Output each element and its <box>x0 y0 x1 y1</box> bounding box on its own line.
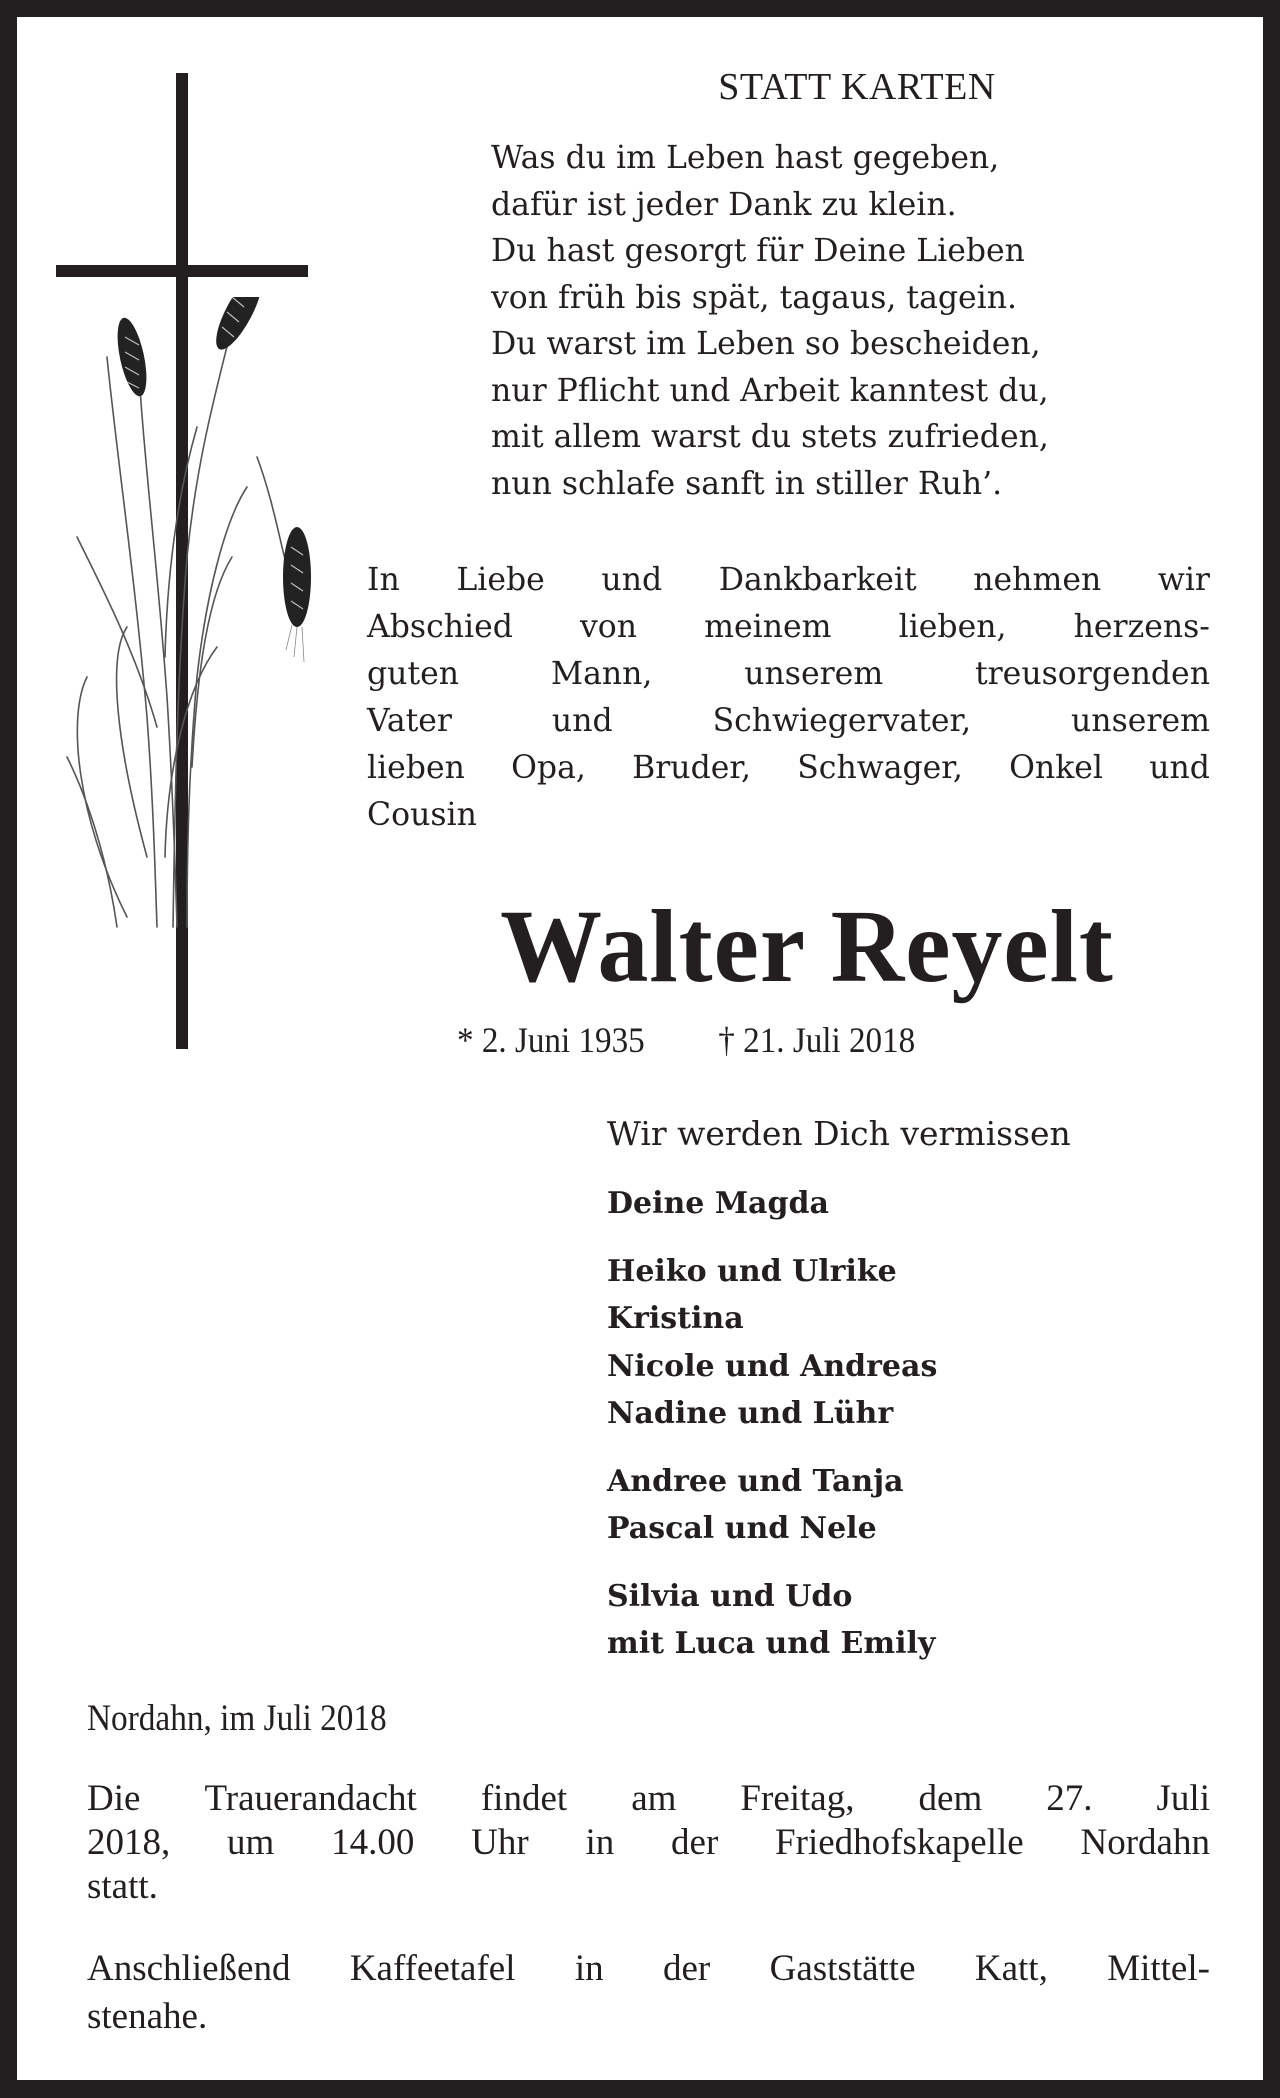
word: Liebe <box>456 562 545 598</box>
word: und <box>601 562 663 598</box>
word: Opa, <box>511 750 586 786</box>
word: und <box>1149 750 1210 786</box>
word: Uhr <box>471 1822 529 1863</box>
poem-line: Du hast gesorgt für Deine Lieben <box>491 233 1025 269</box>
family-member: Deine Magda <box>607 1186 829 1221</box>
family-member: Kristina <box>607 1301 744 1336</box>
life-dates <box>457 1019 915 1061</box>
intro-line: Cousin <box>367 797 477 833</box>
poem-line: Was du im Leben hast gegeben, <box>491 140 1000 176</box>
word: Bruder, <box>632 750 752 786</box>
word: In <box>367 562 400 598</box>
word: von <box>579 609 638 645</box>
word: treusorgenden <box>974 656 1210 692</box>
word: lieben <box>367 750 465 786</box>
intro-line <box>367 698 1210 745</box>
deceased-name: Walter Reyelt <box>500 889 1114 1004</box>
service-line: statt. <box>87 1866 158 1907</box>
word: in <box>585 1822 615 1863</box>
word: Dankbarkeit <box>718 562 917 598</box>
word: Die <box>87 1778 141 1819</box>
notice-heading: STATT KARTEN <box>718 66 996 108</box>
service-line <box>87 1777 1210 1821</box>
intro-line <box>367 651 1210 698</box>
poem-line: Du warst im Leben so bescheiden, <box>491 326 1041 362</box>
obituary-notice <box>17 17 1263 2080</box>
reception-info <box>87 1945 1210 2041</box>
poem-line: mit allem warst du stets zufrieden, <box>491 419 1049 455</box>
family-member: Silvia und Udo <box>607 1578 853 1614</box>
family-group <box>607 1180 937 1228</box>
word: Abschied <box>367 609 513 645</box>
word: am <box>631 1778 677 1819</box>
word: Mann, <box>550 656 653 692</box>
word: 2018, <box>87 1822 171 1863</box>
word: herzens- <box>1073 609 1210 645</box>
service-line <box>87 1821 1210 1865</box>
intro-paragraph <box>367 557 1210 839</box>
service-info <box>87 1777 1210 1909</box>
family-signatures <box>607 1180 937 1688</box>
place-date: Nordahn, im Juli 2018 <box>87 1698 387 1739</box>
word: Mittel- <box>1107 1948 1210 1989</box>
poem-line: von früh bis spät, tagaus, tagein. <box>491 279 1018 316</box>
intro-line <box>367 745 1210 792</box>
reception-line: stenahe. <box>87 1996 208 2037</box>
word: Schwiegervater, <box>712 703 972 739</box>
miss-line: Wir werden Dich vermissen <box>607 1114 1071 1153</box>
death-date: † 21. Juli 2018 <box>718 1020 916 1060</box>
word: Katt, <box>974 1948 1048 1989</box>
word: Onkel <box>1009 750 1104 786</box>
word: Friedhofskapelle <box>775 1822 1024 1863</box>
birth-date: * 2. Juni 1935 <box>457 1020 645 1060</box>
word: Trauerandacht <box>204 1778 417 1819</box>
family-group <box>607 1458 937 1553</box>
family-group <box>607 1248 937 1438</box>
family-group <box>607 1573 937 1668</box>
cross-icon-horizontal-bar <box>56 265 308 277</box>
word: unserem <box>1071 703 1210 739</box>
word: 27. <box>1046 1778 1093 1819</box>
family-member: Nicole und Andreas <box>607 1348 938 1384</box>
word: in <box>574 1948 604 1989</box>
poem-line: dafür ist jeder Dank zu klein. <box>491 186 957 223</box>
family-member: Nadine und Lühr <box>607 1396 894 1431</box>
word: lieben, <box>898 609 1007 645</box>
family-member: Andree und Tanja <box>607 1463 904 1499</box>
word: guten <box>367 656 460 692</box>
word: wir <box>1157 562 1210 598</box>
word: dem <box>918 1778 983 1819</box>
intro-line <box>367 604 1210 651</box>
word: Schwager, <box>797 750 963 786</box>
word: meinem <box>704 609 832 645</box>
word: und <box>551 703 613 739</box>
word: unserem <box>744 656 884 692</box>
wheat-ears-icon <box>47 297 347 937</box>
family-member: Heiko und Ulrike <box>607 1253 897 1289</box>
poem-line: nur Pflicht und Arbeit kanntest du, <box>491 372 1049 409</box>
word: der <box>671 1822 719 1863</box>
word: der <box>663 1948 711 1989</box>
intro-line <box>367 557 1210 604</box>
reception-line <box>87 1945 1210 1993</box>
poem <box>491 135 1211 507</box>
word: Juli <box>1156 1778 1210 1819</box>
word: findet <box>480 1778 568 1819</box>
word: nehmen <box>973 562 1102 598</box>
word: um <box>227 1822 275 1863</box>
word: 14.00 <box>331 1822 415 1863</box>
word: Freitag, <box>740 1778 855 1819</box>
poem-line: nun schlafe sanft in stiller Ruh’. <box>491 465 1003 502</box>
word: Gaststätte <box>769 1948 916 1989</box>
family-member: mit Luca und Emily <box>607 1626 936 1661</box>
word: Kaffeetafel <box>349 1948 516 1989</box>
word: Anschließend <box>87 1948 291 1989</box>
family-member: Pascal und Nele <box>607 1511 877 1546</box>
word: Nordahn <box>1080 1822 1210 1863</box>
word: Vater <box>367 703 452 739</box>
